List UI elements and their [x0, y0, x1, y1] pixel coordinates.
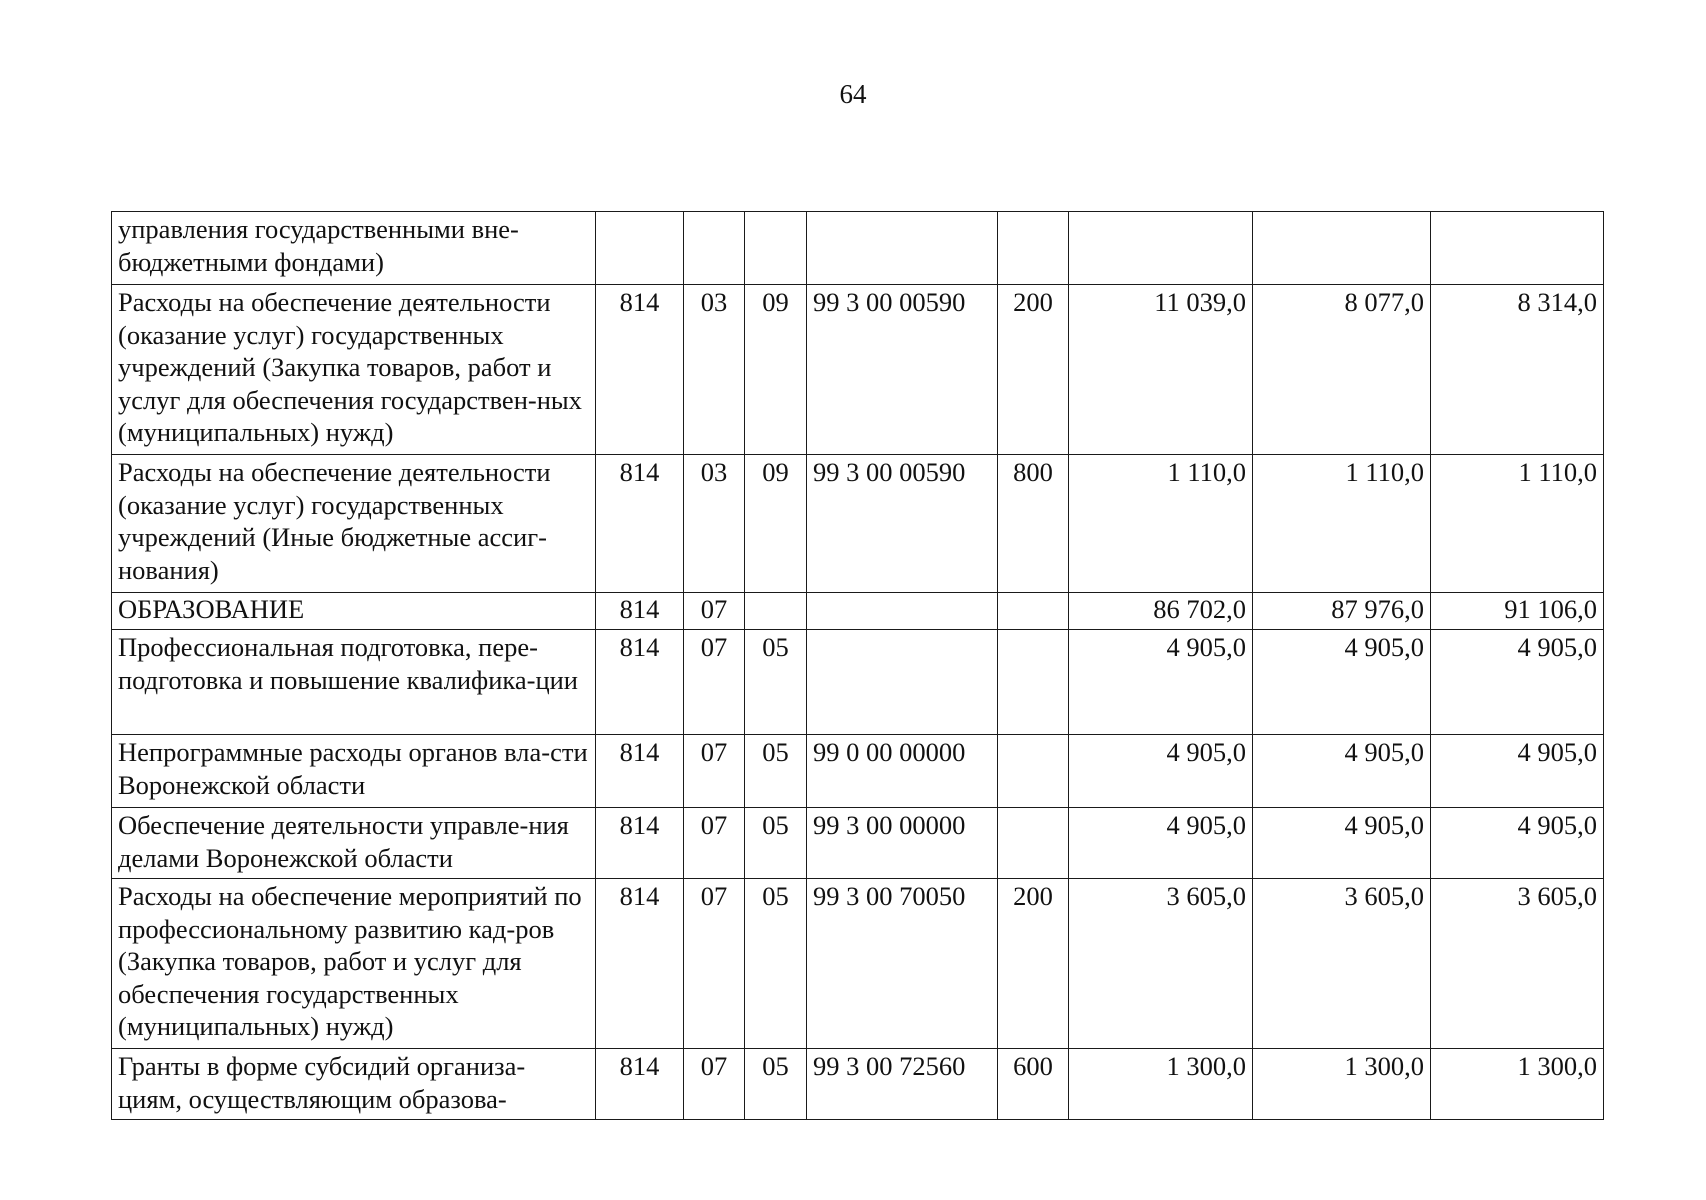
cell-grbs: 814: [596, 630, 684, 735]
cell-year1: 1 300,0: [1069, 1049, 1253, 1120]
cell-year1: 4 905,0: [1069, 630, 1253, 735]
cell-year2: 1 300,0: [1253, 1049, 1431, 1120]
table-row: [112, 455, 1604, 593]
cell-year2: 1 110,0: [1253, 455, 1431, 593]
cell-grbs: 814: [596, 1049, 684, 1120]
cell-year1: 86 702,0: [1069, 593, 1253, 630]
cell-csr: [807, 593, 998, 630]
cell-rz: 07: [684, 808, 745, 879]
table-row: [112, 212, 1604, 285]
table-row: [112, 879, 1604, 1049]
cell-name: Обеспечение деятельности управле-ния делами Воронежской области: [112, 808, 596, 879]
table-row: [112, 630, 1604, 735]
cell-rz: 03: [684, 285, 745, 455]
cell-year3: 1 110,0: [1431, 455, 1604, 593]
cell-year2: [1253, 212, 1431, 285]
cell-rz: [684, 212, 745, 285]
cell-rz: 07: [684, 735, 745, 808]
cell-year2: 4 905,0: [1253, 630, 1431, 735]
cell-pr: 09: [745, 285, 807, 455]
cell-year2: 4 905,0: [1253, 808, 1431, 879]
cell-pr: 05: [745, 1049, 807, 1120]
cell-grbs: 814: [596, 808, 684, 879]
table-row: [112, 285, 1604, 455]
cell-grbs: 814: [596, 735, 684, 808]
cell-pr: 09: [745, 455, 807, 593]
cell-vr: [998, 630, 1069, 735]
cell-year2: 4 905,0: [1253, 735, 1431, 808]
cell-name: ОБРАЗОВАНИЕ: [112, 593, 596, 630]
cell-rz: 03: [684, 455, 745, 593]
table-row: [112, 1049, 1604, 1120]
cell-grbs: 814: [596, 285, 684, 455]
budget-expenditure-table: [111, 211, 1604, 1120]
cell-year1: [1069, 212, 1253, 285]
cell-vr: 800: [998, 455, 1069, 593]
cell-year3: [1431, 212, 1604, 285]
cell-csr: 99 3 00 70050: [807, 879, 998, 1049]
cell-year1: 1 110,0: [1069, 455, 1253, 593]
cell-pr: 05: [745, 879, 807, 1049]
cell-pr: [745, 593, 807, 630]
cell-csr: 99 0 00 00000: [807, 735, 998, 808]
cell-name: Расходы на обеспечение деятельности (оказание услуг) государственных учреждений (Иные бюджетные ассиг-нования): [112, 455, 596, 593]
table-row: [112, 808, 1604, 879]
cell-pr: 05: [745, 630, 807, 735]
cell-grbs: [596, 212, 684, 285]
cell-csr: 99 3 00 00590: [807, 285, 998, 455]
cell-csr: 99 3 00 00590: [807, 455, 998, 593]
cell-year1: 3 605,0: [1069, 879, 1253, 1049]
cell-vr: [998, 735, 1069, 808]
cell-year3: 4 905,0: [1431, 735, 1604, 808]
cell-year2: 8 077,0: [1253, 285, 1431, 455]
cell-pr: 05: [745, 808, 807, 879]
cell-vr: 200: [998, 879, 1069, 1049]
cell-rz: 07: [684, 879, 745, 1049]
cell-rz: 07: [684, 1049, 745, 1120]
cell-vr: [998, 808, 1069, 879]
cell-rz: 07: [684, 593, 745, 630]
cell-name: управления государственными вне-бюджетными фондами): [112, 212, 596, 285]
cell-name: Профессиональная подготовка, пере-подготовка и повышение квалифика-ции: [112, 630, 596, 735]
cell-pr: [745, 212, 807, 285]
cell-pr: 05: [745, 735, 807, 808]
cell-year1: 4 905,0: [1069, 735, 1253, 808]
cell-csr: 99 3 00 00000: [807, 808, 998, 879]
cell-rz: 07: [684, 630, 745, 735]
cell-year3: 4 905,0: [1431, 808, 1604, 879]
cell-year2: 87 976,0: [1253, 593, 1431, 630]
cell-name: Расходы на обеспечение деятельности (оказание услуг) государственных учреждений (Закупка товаров, работ и услуг для обеспечения государствен-ных (муниципальных) нужд): [112, 285, 596, 455]
cell-year3: 4 905,0: [1431, 630, 1604, 735]
table-row: [112, 593, 1604, 630]
cell-csr: 99 3 00 72560: [807, 1049, 998, 1120]
cell-year1: 4 905,0: [1069, 808, 1253, 879]
cell-name: Гранты в форме субсидий организа-циям, осуществляющим образова-: [112, 1049, 596, 1120]
cell-grbs: 814: [596, 455, 684, 593]
cell-csr: [807, 212, 998, 285]
cell-year2: 3 605,0: [1253, 879, 1431, 1049]
cell-vr: 600: [998, 1049, 1069, 1120]
cell-year3: 3 605,0: [1431, 879, 1604, 1049]
cell-csr: [807, 630, 998, 735]
cell-name: Расходы на обеспечение мероприятий по профессиональному развитию кад-ров (Закупка товаров, работ и услуг для обеспечения государственных (муниципальных) нужд): [112, 879, 596, 1049]
cell-year3: 1 300,0: [1431, 1049, 1604, 1120]
cell-year3: 91 106,0: [1431, 593, 1604, 630]
cell-year1: 11 039,0: [1069, 285, 1253, 455]
cell-vr: [998, 593, 1069, 630]
cell-year3: 8 314,0: [1431, 285, 1604, 455]
cell-vr: [998, 212, 1069, 285]
cell-grbs: 814: [596, 879, 684, 1049]
cell-name: Непрограммные расходы органов вла-сти Воронежской области: [112, 735, 596, 808]
table-row: [112, 735, 1604, 808]
page-number: 64: [839, 79, 867, 109]
cell-vr: 200: [998, 285, 1069, 455]
cell-grbs: 814: [596, 593, 684, 630]
